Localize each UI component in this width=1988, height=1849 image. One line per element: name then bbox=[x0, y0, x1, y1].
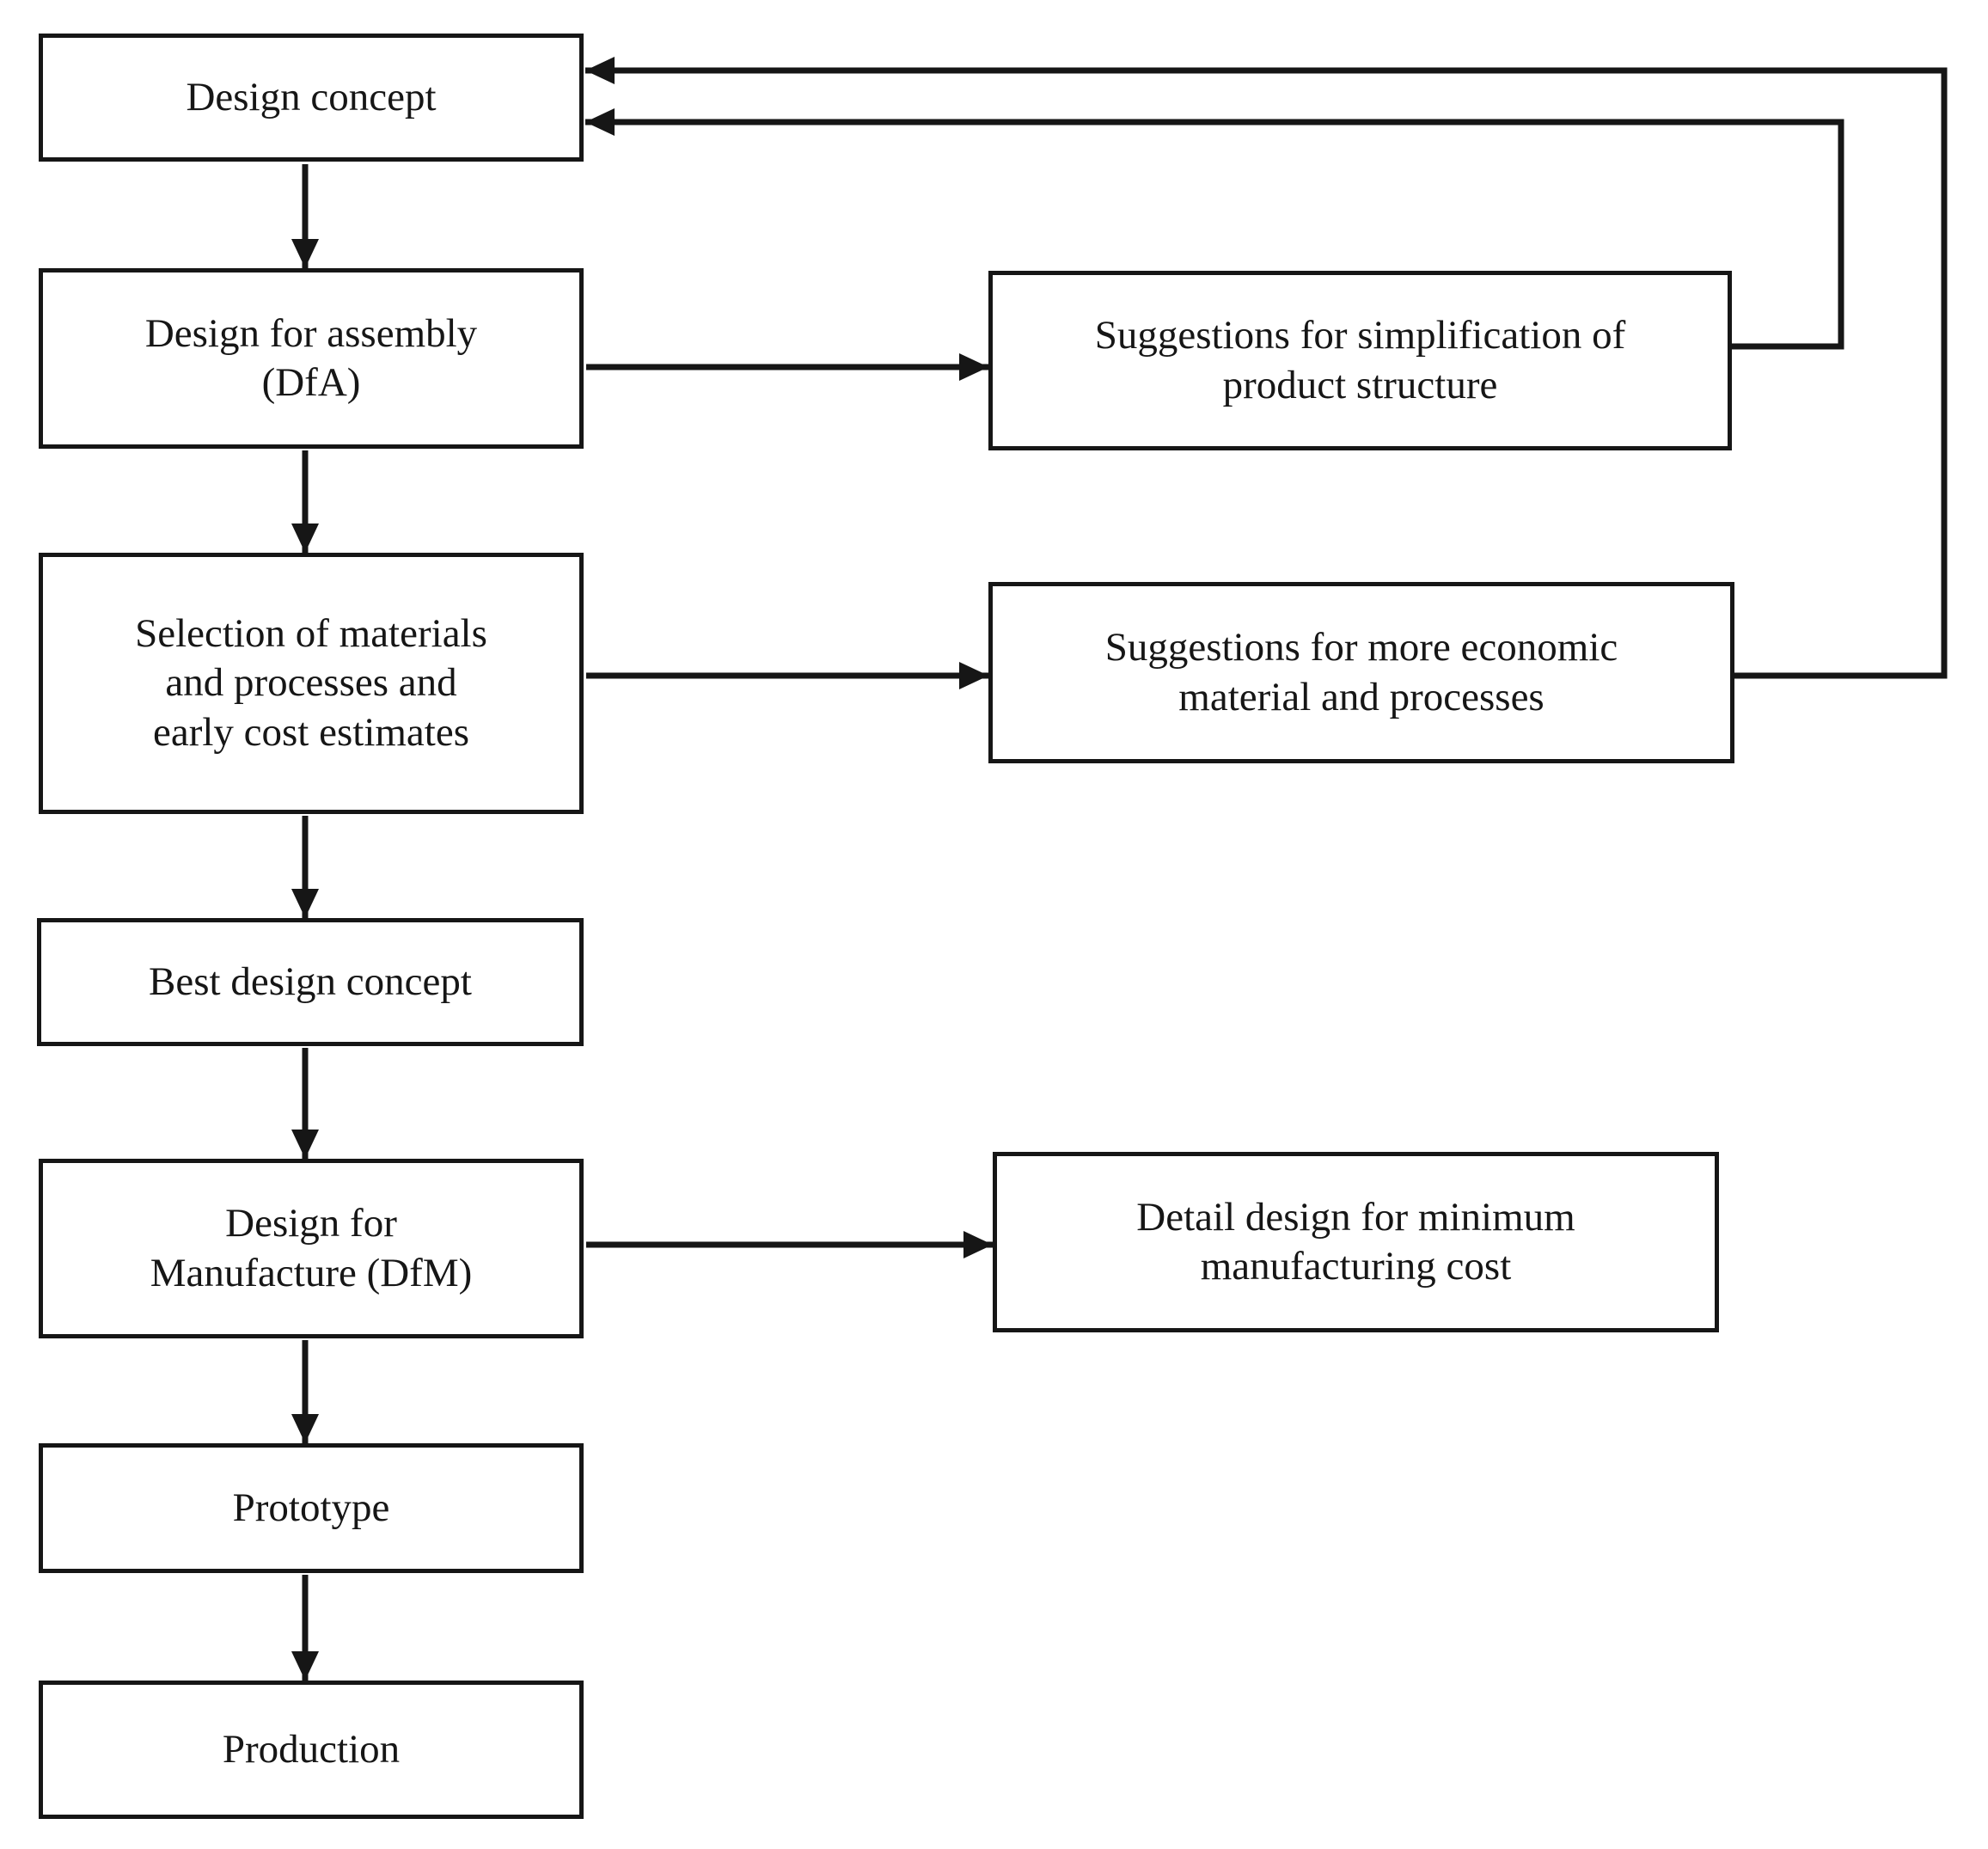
node-label-line: early cost estimates bbox=[152, 709, 470, 755]
node-label-line: product structure bbox=[1222, 362, 1498, 407]
node-design-concept bbox=[39, 34, 584, 162]
node-selection bbox=[39, 553, 584, 814]
node-label-line: (DfA) bbox=[261, 360, 361, 405]
node-best-design bbox=[37, 918, 584, 1046]
node-label-line: Suggestions for simplification of bbox=[1094, 313, 1626, 358]
node-production bbox=[39, 1681, 584, 1819]
node-prototype bbox=[39, 1443, 584, 1573]
node-detail-design bbox=[993, 1152, 1719, 1332]
node-label-line: Manufacture (DfM) bbox=[150, 1250, 473, 1295]
node-suggestions-economic bbox=[988, 582, 1734, 763]
node-label-line: Best design concept bbox=[149, 958, 472, 1004]
node-dfa bbox=[39, 268, 584, 449]
node-label-line: Design for bbox=[225, 1201, 397, 1246]
node-label-line: manufacturing cost bbox=[1200, 1244, 1512, 1289]
node-label-line: Design concept bbox=[186, 74, 437, 119]
node-dfm bbox=[39, 1159, 584, 1338]
node-label-line: material and processes bbox=[1178, 674, 1545, 719]
node-label-line: Suggestions for more economic bbox=[1104, 625, 1618, 670]
node-label-line: and processes and bbox=[165, 660, 457, 706]
node-label-line: Detail design for minimum bbox=[1136, 1194, 1575, 1240]
node-label-line: Design for assembly bbox=[144, 310, 478, 356]
node-label-line: Production bbox=[222, 1726, 401, 1772]
node-label-line: Selection of materials bbox=[135, 611, 487, 656]
node-label-line: Prototype bbox=[232, 1485, 390, 1530]
node-suggestions-simplification bbox=[988, 271, 1732, 450]
